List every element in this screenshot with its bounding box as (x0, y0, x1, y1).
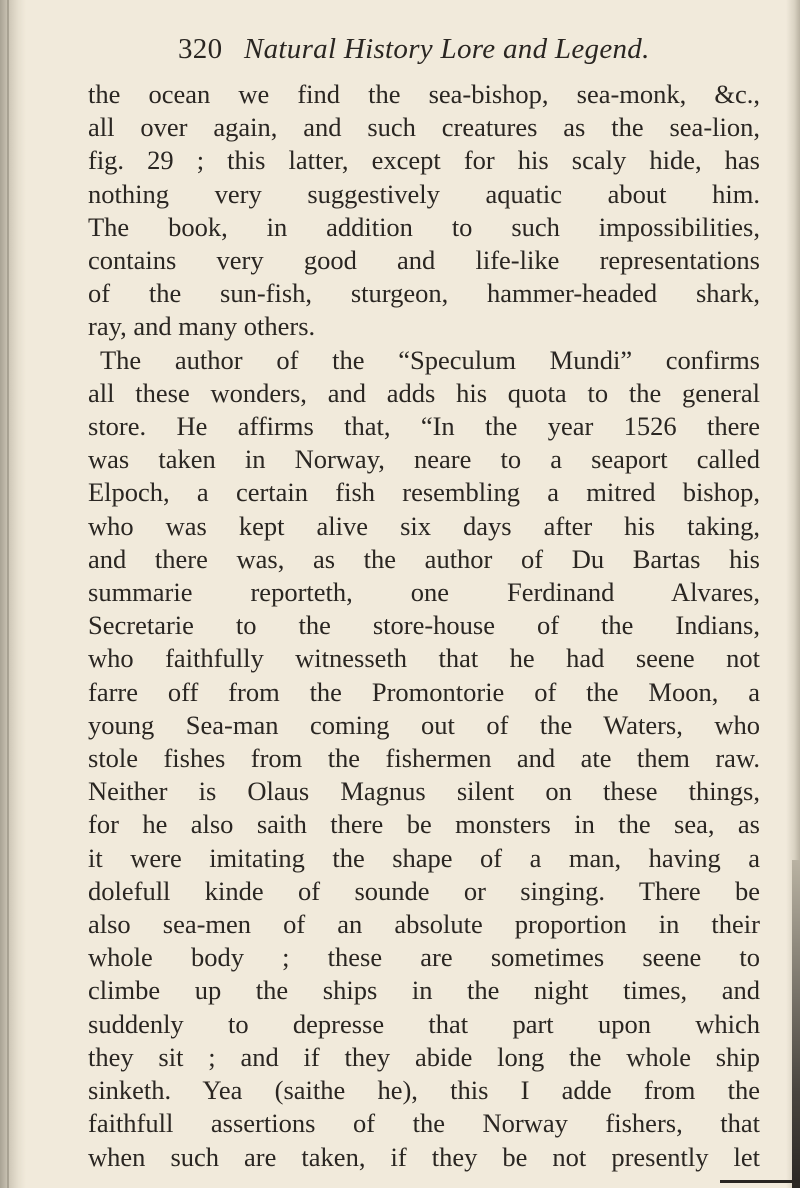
text-line: fig. 29 ; this latter, except for his scaly hide, has (88, 145, 760, 176)
text-line: nothing very suggestively aquatic about him. (88, 178, 760, 209)
text-line: young Sea-man coming out of the Waters, who (88, 709, 760, 740)
text-line: who faithfully witnesseth that he had seene not (88, 643, 760, 674)
text-line: the ocean we find the sea-bishop, sea-monk, &c., (88, 79, 760, 109)
text-line: was taken in Norway, neare to a seaport called (88, 444, 760, 475)
gutter-shadow-line (7, 0, 9, 1188)
text-line: Elpoch, a certain fish resembling a mitred bishop, (88, 477, 760, 508)
text-line: all over again, and such creatures as the sea-lion, (88, 112, 760, 143)
running-head (178, 32, 650, 66)
text-line: and there was, as the author of Du Bartas his (88, 543, 760, 574)
text-line: who was kept alive six days after his taking, (88, 510, 760, 541)
text-line: farre off from the Promontorie of the Moon, a (88, 676, 760, 707)
page-edge-dark (792, 860, 800, 1188)
text-line: sinketh. Yea (saithe he), this I adde from the (88, 1075, 760, 1106)
text-line: The author of the “Speculum Mundi” confirms (100, 344, 760, 375)
text-line: of the sun-fish, sturgeon, hammer-headed shark, (88, 278, 760, 309)
text-line: Secretarie to the store-house of the Indians, (88, 610, 760, 641)
text-line: suddenly to depresse that part upon which (88, 1008, 760, 1039)
book-gutter (0, 0, 26, 1188)
text-line: also sea-men of an absolute proportion in their (88, 909, 760, 940)
body-text (88, 78, 760, 1174)
text-line: for he also saith there be monsters in the sea, as (88, 809, 760, 840)
text-line: summarie reporteth, one Ferdinand Alvares, (88, 577, 760, 608)
text-line: stole fishes from the fishermen and ate them raw. (88, 743, 760, 774)
text-line: whole body ; these are sometimes seene to (88, 942, 760, 973)
text-line: when such are taken, if they be not presently let (88, 1141, 760, 1172)
page-number: 320 (178, 33, 223, 65)
text-line: faithfull assertions of the Norway fishers, that (88, 1108, 760, 1139)
text-line: it were imitating the shape of a man, having a (88, 842, 760, 873)
text-line: they sit ; and if they abide long the whole ship (88, 1041, 760, 1072)
text-line: all these wonders, and adds his quota to the general (88, 377, 760, 408)
text-line: climbe up the ships in the night times, and (88, 975, 760, 1006)
page-bottom-edge (720, 1180, 800, 1183)
running-title: Natural History Lore and Legend. (243, 33, 650, 65)
text-line: contains very good and life-like representations (88, 245, 760, 276)
text-line: The book, in addition to such impossibilities, (88, 211, 760, 242)
text-line: store. He affirms that, “In the year 1526 there (88, 411, 760, 442)
text-line: dolefull kinde of sounde or singing. There be (88, 875, 760, 906)
text-line: ray, and many others. (88, 311, 316, 342)
text-line: Neither is Olaus Magnus silent on these things, (88, 776, 760, 807)
